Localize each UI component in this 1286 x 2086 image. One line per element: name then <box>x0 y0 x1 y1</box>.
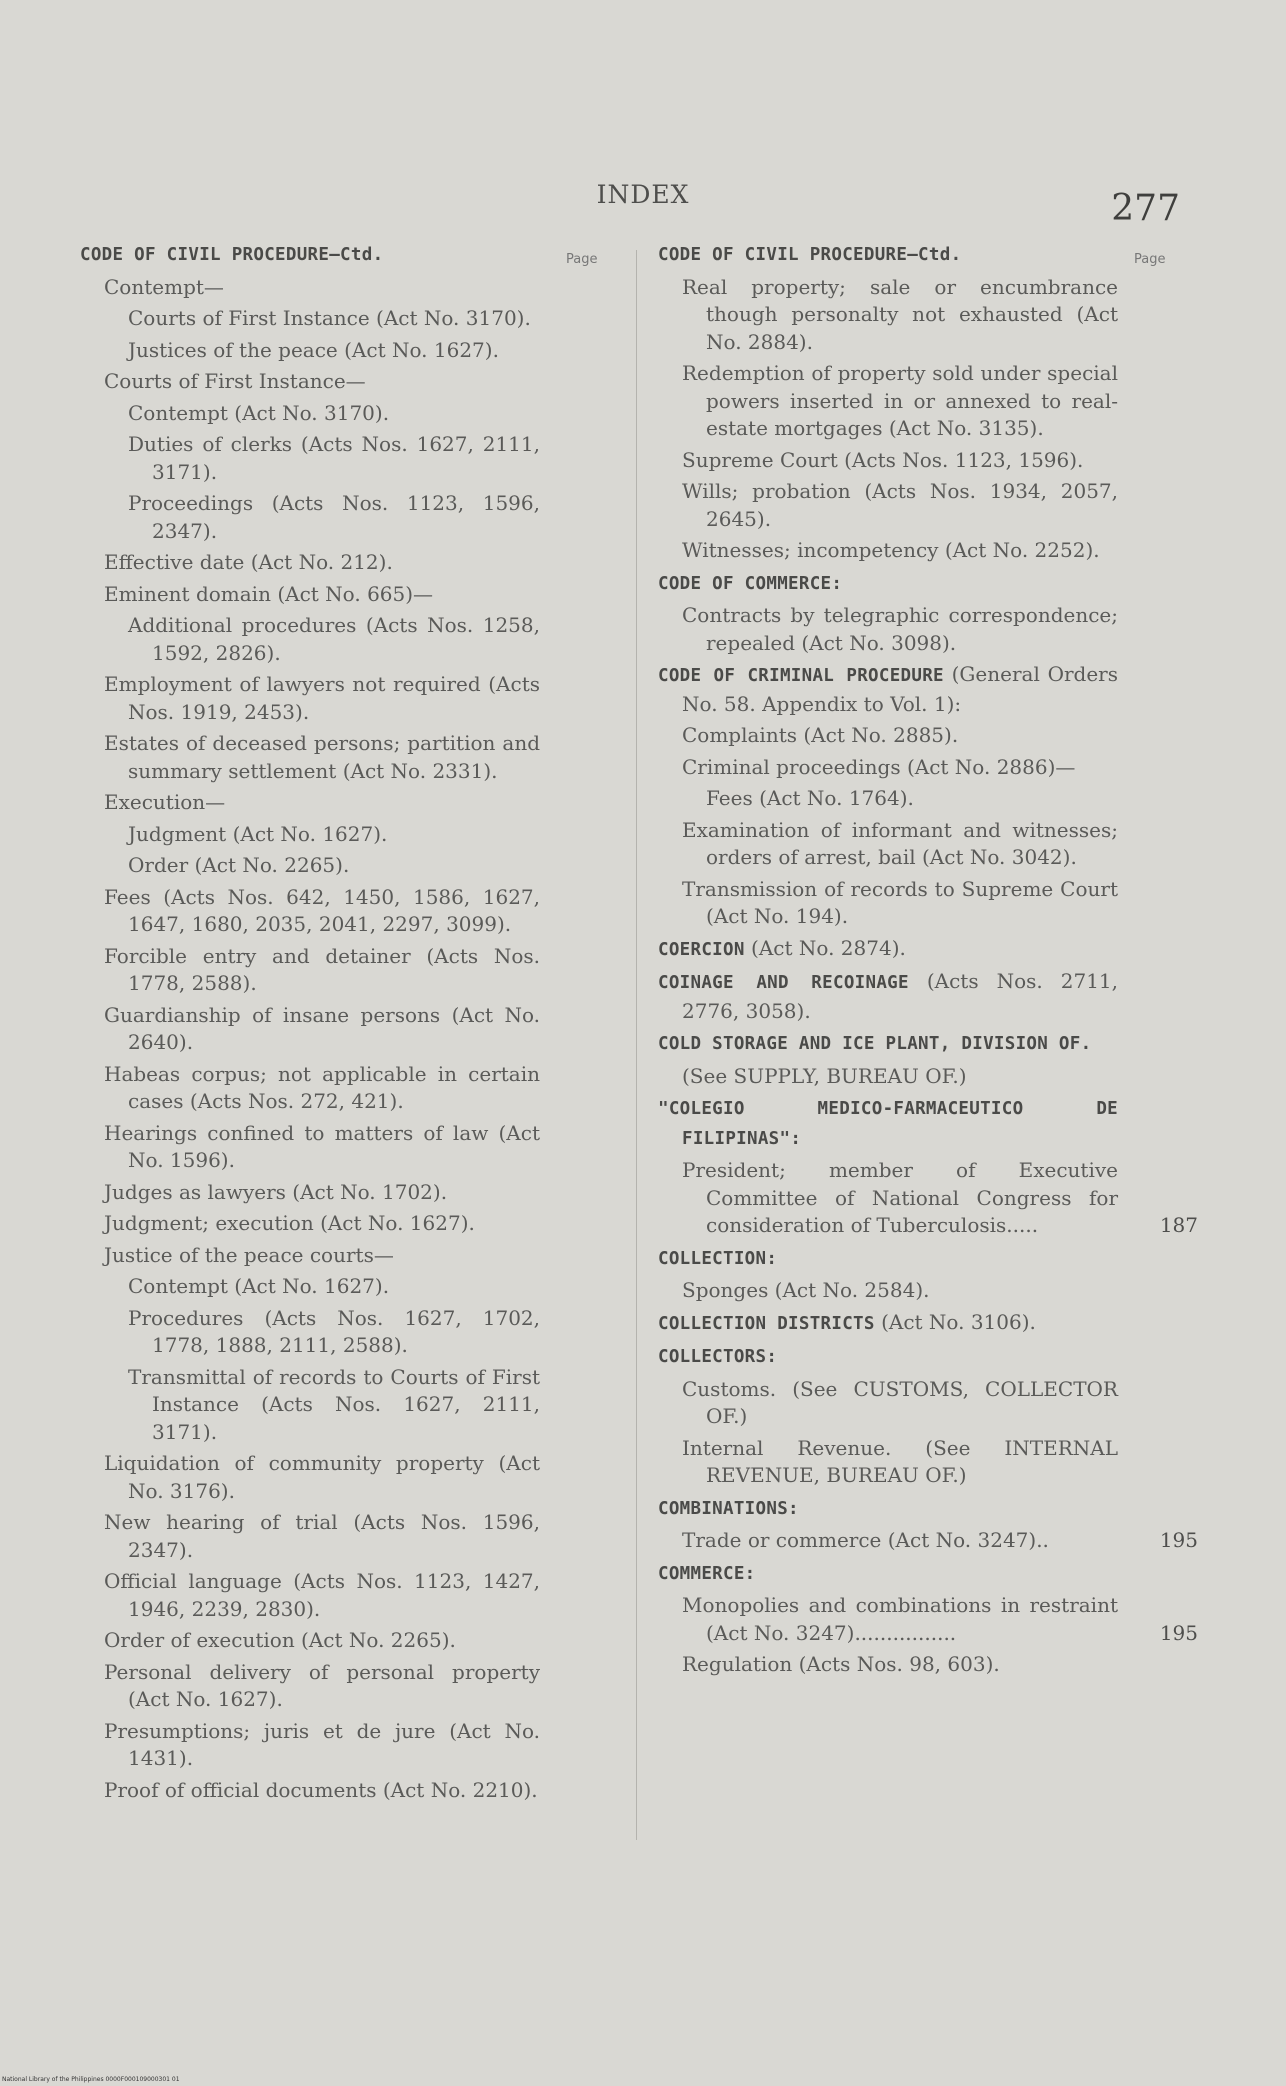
index-entry <box>80 1305 540 1360</box>
index-entry <box>80 730 540 785</box>
entry-text: Justices of the peace (Act No. 1627). <box>128 337 499 362</box>
index-entry <box>80 549 540 577</box>
entry-text: Official language (Acts Nos. 1123, 1427, 1946, 2239, 2830). <box>104 1569 540 1621</box>
column-divider <box>636 250 637 1840</box>
index-entry <box>658 1063 1118 1091</box>
heading-text: COLLECTORS: <box>658 1347 778 1367</box>
page-reference: 195 <box>1159 1620 1198 1645</box>
index-entry <box>80 1627 540 1655</box>
heading-text: COINAGE AND RECOINAGE <box>658 973 909 993</box>
entry-text: (See SUPPLY, BUREAU OF.) <box>682 1063 967 1088</box>
entry-text: Courts of First Instance (Act No. 3170). <box>128 306 531 330</box>
entry-text: Estates of deceased persons; partition and summary settlement (Act No. 2331). <box>104 731 540 783</box>
entry-text: Presumptions; juris et de jure (Act No. 1431). <box>104 1718 540 1770</box>
index-entry <box>80 1120 540 1175</box>
index-heading <box>658 661 1118 718</box>
heading-text: CODE OF CIVIL PROCEDURE—Ctd. <box>80 245 384 265</box>
index-entry <box>80 821 540 849</box>
footer-note: National Library of the Philippines 0000F000109000301 01 <box>2 2076 180 2083</box>
index-entry <box>658 478 1118 533</box>
index-entry <box>658 1592 1198 1647</box>
heading-text: CODE OF CRIMINAL PROCEDURE <box>658 666 944 686</box>
heading-suffix: (Act No. 2874). <box>744 935 906 960</box>
entry-text: Personal delivery of personal property (Act No. 1627). <box>104 1659 540 1711</box>
page-number: 277 <box>1111 188 1180 229</box>
index-entry <box>658 1651 1118 1679</box>
entry-text: Eminent domain (Act No. 665)— <box>104 581 434 606</box>
index-entry <box>80 1509 540 1564</box>
index-entry <box>80 1659 540 1714</box>
index-entry <box>80 884 540 939</box>
page-reference: 187 <box>1159 1213 1198 1237</box>
entry-text: Employment of lawyers not required (Acts Nos. 1919, 2453). <box>104 672 540 724</box>
index-entry <box>658 360 1118 443</box>
index-entry <box>658 876 1118 931</box>
entry-text: Judges as lawyers (Act No. 1702). <box>104 1179 448 1204</box>
entry-text: Real property; sale or encumbrance though personalty not exhausted (Act No. 2884). <box>682 274 1118 354</box>
index-heading <box>658 1244 1118 1274</box>
index-entry <box>658 1435 1118 1490</box>
entry-text: Fees (Acts Nos. 642, 1450, 1586, 1627, 1647, 1680, 2035, 2041, 2297, 3099). <box>104 884 540 936</box>
index-entry <box>80 1568 540 1623</box>
heading-suffix: (General Orders No. 58. Appendix to Vol. 1): <box>682 662 1119 716</box>
entry-text: Regulation (Acts Nos. 98, 603). <box>682 1652 1000 1676</box>
heading-text: COLLECTION DISTRICTS <box>658 1313 875 1334</box>
entry-text: Transmission of records to Supreme Court (Act No. 194). <box>682 876 1118 928</box>
entry-text: Forcible entry and detainer (Acts Nos. 1778, 2588). <box>104 943 540 995</box>
index-heading <box>658 1309 1118 1339</box>
page-column-label-left: Page <box>566 252 598 267</box>
page-column-label-right: Page <box>1134 252 1166 267</box>
index-heading <box>80 240 540 270</box>
entry-text: Execution— <box>104 790 226 814</box>
entry-text: Additional procedures (Acts Nos. 1258, 1592, 2826). <box>128 613 540 665</box>
entry-text: Courts of First Instance— <box>104 369 366 393</box>
index-entry <box>80 1273 540 1301</box>
index-entry <box>658 785 1118 813</box>
heading-text: CODE OF COMMERCE: <box>658 573 843 594</box>
entry-text: Proof of official documents (Act No. 2210). <box>104 1777 538 1802</box>
index-heading <box>658 968 1118 1025</box>
index-entry <box>80 1061 540 1116</box>
index-entry <box>80 337 540 365</box>
index-entry <box>658 1376 1118 1431</box>
index-heading <box>658 1029 1118 1059</box>
index-heading <box>658 240 1118 270</box>
index-entry <box>80 1179 540 1207</box>
entry-text: Proceedings (Acts Nos. 1123, 1596, 2347). <box>128 491 540 543</box>
index-heading <box>658 1494 1118 1524</box>
index-heading <box>658 1342 1118 1372</box>
index-entry <box>80 1450 540 1505</box>
index-entry <box>80 1364 540 1447</box>
entry-text: Criminal proceedings (Act No. 2886)— <box>682 754 1076 779</box>
entry-text: Contempt— <box>104 274 224 299</box>
page-reference: 195 <box>1159 1528 1198 1552</box>
index-entry <box>80 852 540 880</box>
index-entry <box>80 1777 540 1805</box>
entry-text: Customs. (See CUSTOMS, COLLECTOR OF.) <box>682 1376 1118 1428</box>
entry-text: Guardianship of insane persons (Act No. 2640). <box>104 1002 540 1054</box>
index-entry <box>80 1002 540 1057</box>
entry-text: Redemption of property sold under special powers inserted in or annexed to real-estate mortgages (Act No. 3135). <box>682 361 1118 440</box>
index-entry <box>658 754 1118 782</box>
index-entry <box>658 1527 1198 1555</box>
entry-text: Judgment (Act No. 1627). <box>128 821 388 846</box>
index-entry <box>80 274 540 302</box>
index-entry <box>80 789 540 817</box>
heading-text: COLLECTION: <box>658 1248 778 1269</box>
index-heading <box>658 1094 1118 1153</box>
entry-text: Contempt (Act No. 3170). <box>128 400 390 425</box>
heading-suffix: (Acts Nos. 2711, 2776, 3058). <box>682 969 1118 1023</box>
heading-text: COERCION <box>658 939 745 960</box>
entry-text: Examination of informant and witnesses; orders of arrest, bail (Act No. 3042). <box>682 817 1118 869</box>
index-entry <box>80 305 540 333</box>
index-entry <box>658 1157 1198 1240</box>
entry-text: Complaints (Act No. 2885). <box>682 723 959 747</box>
heading-text: "COLEGIO MEDICO-FARMACEUTICO DE FILIPINAS": <box>658 1099 1118 1149</box>
entry-text: Justice of the peace courts— <box>104 1242 394 1267</box>
entry-text: Contempt (Act No. 1627). <box>128 1274 390 1298</box>
entry-text: Transmittal of records to Courts of First Instance (Acts Nos. 1627, 2111, 3171). <box>128 1364 540 1444</box>
index-entry <box>80 943 540 998</box>
index-entry <box>80 1210 540 1238</box>
index-entry <box>658 537 1118 565</box>
entry-text: Contracts by telegraphic correspondence; repealed (Act No. 3098). <box>682 603 1118 655</box>
entry-text: Fees (Act No. 1764). <box>706 786 914 810</box>
index-entry <box>658 602 1118 657</box>
entry-text: President; member of Executive Committee of National Congress for consideration of Tuberculosis..... <box>682 1158 1118 1237</box>
running-head: INDEX <box>596 180 690 209</box>
heading-suffix: (Act No. 3106). <box>874 1309 1036 1334</box>
entry-text: Duties of clerks (Acts Nos. 1627, 2111, 3171). <box>128 432 540 484</box>
index-heading <box>658 1559 1118 1589</box>
entry-text: Wills; probation (Acts Nos. 1934, 2057, 2645). <box>682 479 1118 531</box>
index-entry <box>80 368 540 396</box>
entry-text: Trade or commerce (Act No. 3247).. <box>682 1528 1049 1552</box>
index-entry <box>80 671 540 726</box>
entry-text: Order (Act No. 2265). <box>128 853 350 877</box>
index-entry <box>80 612 540 667</box>
index-heading <box>658 569 1118 599</box>
entry-text: Hearings confined to matters of law (Act No. 1596). <box>104 1120 540 1172</box>
index-entry <box>80 1242 540 1270</box>
heading-text: COMBINATIONS: <box>658 1498 799 1519</box>
heading-text: COMMERCE: <box>658 1563 756 1584</box>
index-column-left <box>80 240 540 1808</box>
index-heading <box>658 935 1118 965</box>
entry-text: New hearing of trial (Acts Nos. 1596, 2347). <box>104 1510 540 1562</box>
entry-text: Liquidation of community property (Act No. 3176). <box>104 1451 540 1503</box>
entry-text: Supreme Court (Acts Nos. 1123, 1596). <box>682 447 1084 472</box>
index-entry <box>80 431 540 486</box>
index-entry <box>80 1718 540 1773</box>
heading-text: COLD STORAGE AND ICE PLANT, DIVISION OF. <box>658 1034 1092 1054</box>
entry-text: Internal Revenue. (See INTERNAL REVENUE, BUREAU OF.) <box>682 1435 1118 1487</box>
entry-text: Effective date (Act No. 212). <box>104 550 393 574</box>
index-entry <box>658 447 1118 475</box>
index-entry <box>80 400 540 428</box>
index-entry <box>658 722 1118 750</box>
index-entry <box>658 274 1118 357</box>
heading-text: CODE OF CIVIL PROCEDURE—Ctd. <box>658 245 962 265</box>
entry-text: Sponges (Act No. 2584). <box>682 1278 930 1302</box>
entry-text: Witnesses; incompetency (Act No. 2252). <box>682 538 1100 562</box>
entry-text: Habeas corpus; not applicable in certain cases (Acts Nos. 272, 421). <box>104 1061 540 1113</box>
index-entry <box>80 581 540 609</box>
entry-text: Judgment; execution (Act No. 1627). <box>104 1211 475 1235</box>
entry-text: Monopolies and combinations in restraint (Act No. 3247)................ <box>682 1593 1118 1645</box>
entry-text: Procedures (Acts Nos. 1627, 1702, 1778, 1888, 2111, 2588). <box>128 1305 540 1357</box>
entry-text: Order of execution (Act No. 2265). <box>104 1628 456 1652</box>
index-entry <box>658 1277 1118 1305</box>
index-entry <box>658 817 1118 872</box>
index-entry <box>80 490 540 545</box>
